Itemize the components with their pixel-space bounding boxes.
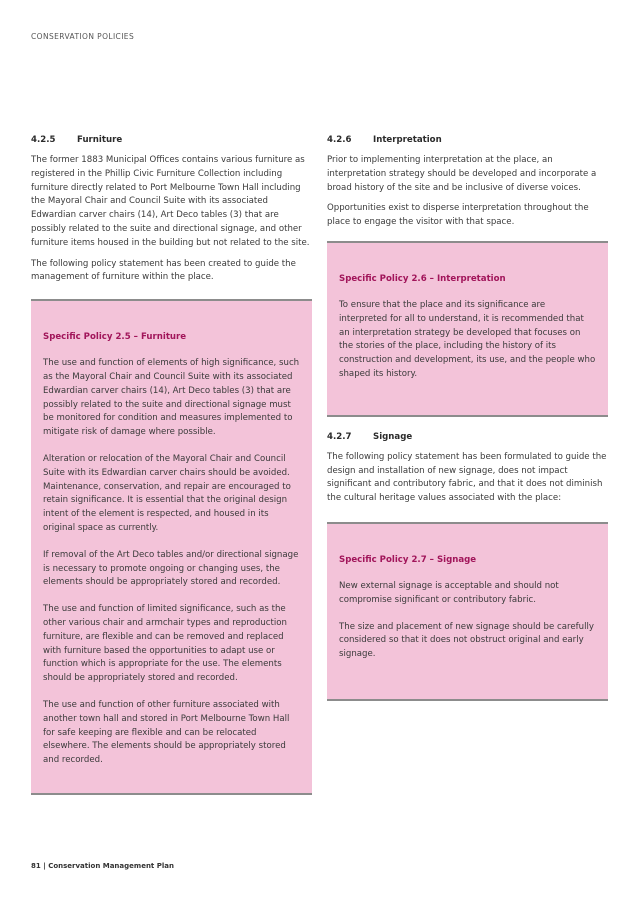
policy-paragraph: The size and placement of new signage should be carefully considered so that it does not obstruct original and early signage. xyxy=(339,621,594,660)
section-number: 4.2.6 xyxy=(327,135,352,145)
furniture-intro-paragraph: The former 1883 Municipal Offices contains various furniture as registered in the Phillip Civic Furniture Collection including furniture directly related to Port Melbourne Town Hall including the Mayoral Chair and Council Suite with its associated Edwardian carver chairs (14), Art Deco tables (3) that are possibly related to the suite and directional signage, and other furniture items housed in the building but not related to the site. xyxy=(31,155,310,248)
furniture-statement-paragraph: The following policy statement has been created to guide the management of furniture within the place. xyxy=(31,258,296,283)
running-header: CONSERVATION POLICIES xyxy=(31,32,135,41)
policy-paragraph: The use and function of other furniture associated with another town hall and stored in Port Melbourne Town Hall for safe keeping are flexible and can be relocated elsewhere. The elements should be appropriately stored and recorded. xyxy=(43,699,290,766)
left-column xyxy=(31,134,312,795)
footer-separator: | xyxy=(43,862,46,870)
right-column xyxy=(327,134,608,701)
section-heading-furniture xyxy=(31,134,312,146)
policy-paragraph: To ensure that the place and its significance are interpreted for all to understand, it is recommended that an interpretation strategy be developed that focuses on the stories of the place, including the history of its construction and development, its use, and the people who shaped its history. xyxy=(339,299,596,379)
signage-paragraph: The following policy statement has been formulated to guide the design and installation of new signage, does not impact significant and contributory fabric, and that it does not diminish the cultural heritage values associated with the place: xyxy=(327,451,607,504)
document-title: Conservation Management Plan xyxy=(48,862,174,870)
section-number: 4.2.5 xyxy=(31,135,56,145)
interpretation-paragraph: Opportunities exist to disperse interpretation throughout the place to engage the visitor with that space. xyxy=(327,203,589,228)
policy-paragraph: The use and function of limited significance, such as the other various chair and armchair types and reproduction furniture, are flexible and can be removed and replaced with furniture based the opportunities to adapt use or function which is appropriate for the use. The elements should be appropriately stored and recorded. xyxy=(43,604,287,684)
policy-box-signage xyxy=(327,522,608,701)
section-heading-signage xyxy=(327,431,608,443)
policy-title: Specific Policy 2.7 – Signage xyxy=(339,554,477,565)
policy-paragraph: The use and function of elements of high significance, such as the Mayoral Chair and Council Suite with its associated Edwardian carver chairs (14), Art Deco tables (3) that are possibly related to the suite and directional signage must be monitored for condition and measures implemented to mitigate risk of damage where possible. xyxy=(43,358,300,438)
policy-title: Specific Policy 2.5 – Furniture xyxy=(43,332,187,343)
section-title: Interpretation xyxy=(373,135,442,145)
section-title: Signage xyxy=(373,431,413,442)
policy-box-interpretation xyxy=(327,241,608,417)
policy-paragraph: If removal of the Art Deco tables and/or directional signage is necessary to promote ongoing or changing uses, the elements should be appropriately stored and recorded. xyxy=(43,549,299,588)
page-footer xyxy=(31,862,174,870)
policy-paragraph: Alteration or relocation of the Mayoral Chair and Council Suite with its Edwardian carver chairs should be avoided. Maintenance, conservation, and repair are encouraged to retain significance. It is essential that the original design intent of the element is respected, and housed in its original space as currently. xyxy=(43,453,291,533)
policy-box-furniture xyxy=(31,299,312,795)
interpretation-paragraph: Prior to implementing interpretation at the place, an interpretation strategy should be developed and incorporate a broad history of the site and be inclusive of diverse voices. xyxy=(327,155,597,193)
page-number: 81 xyxy=(31,862,41,870)
policy-paragraph: New external signage is acceptable and should not compromise significant or contributory fabric. xyxy=(339,580,559,605)
policy-title: Specific Policy 2.6 – Interpretation xyxy=(339,273,506,284)
section-title: Furniture xyxy=(77,135,123,145)
section-number: 4.2.7 xyxy=(327,431,352,442)
section-heading-interpretation xyxy=(327,134,608,146)
